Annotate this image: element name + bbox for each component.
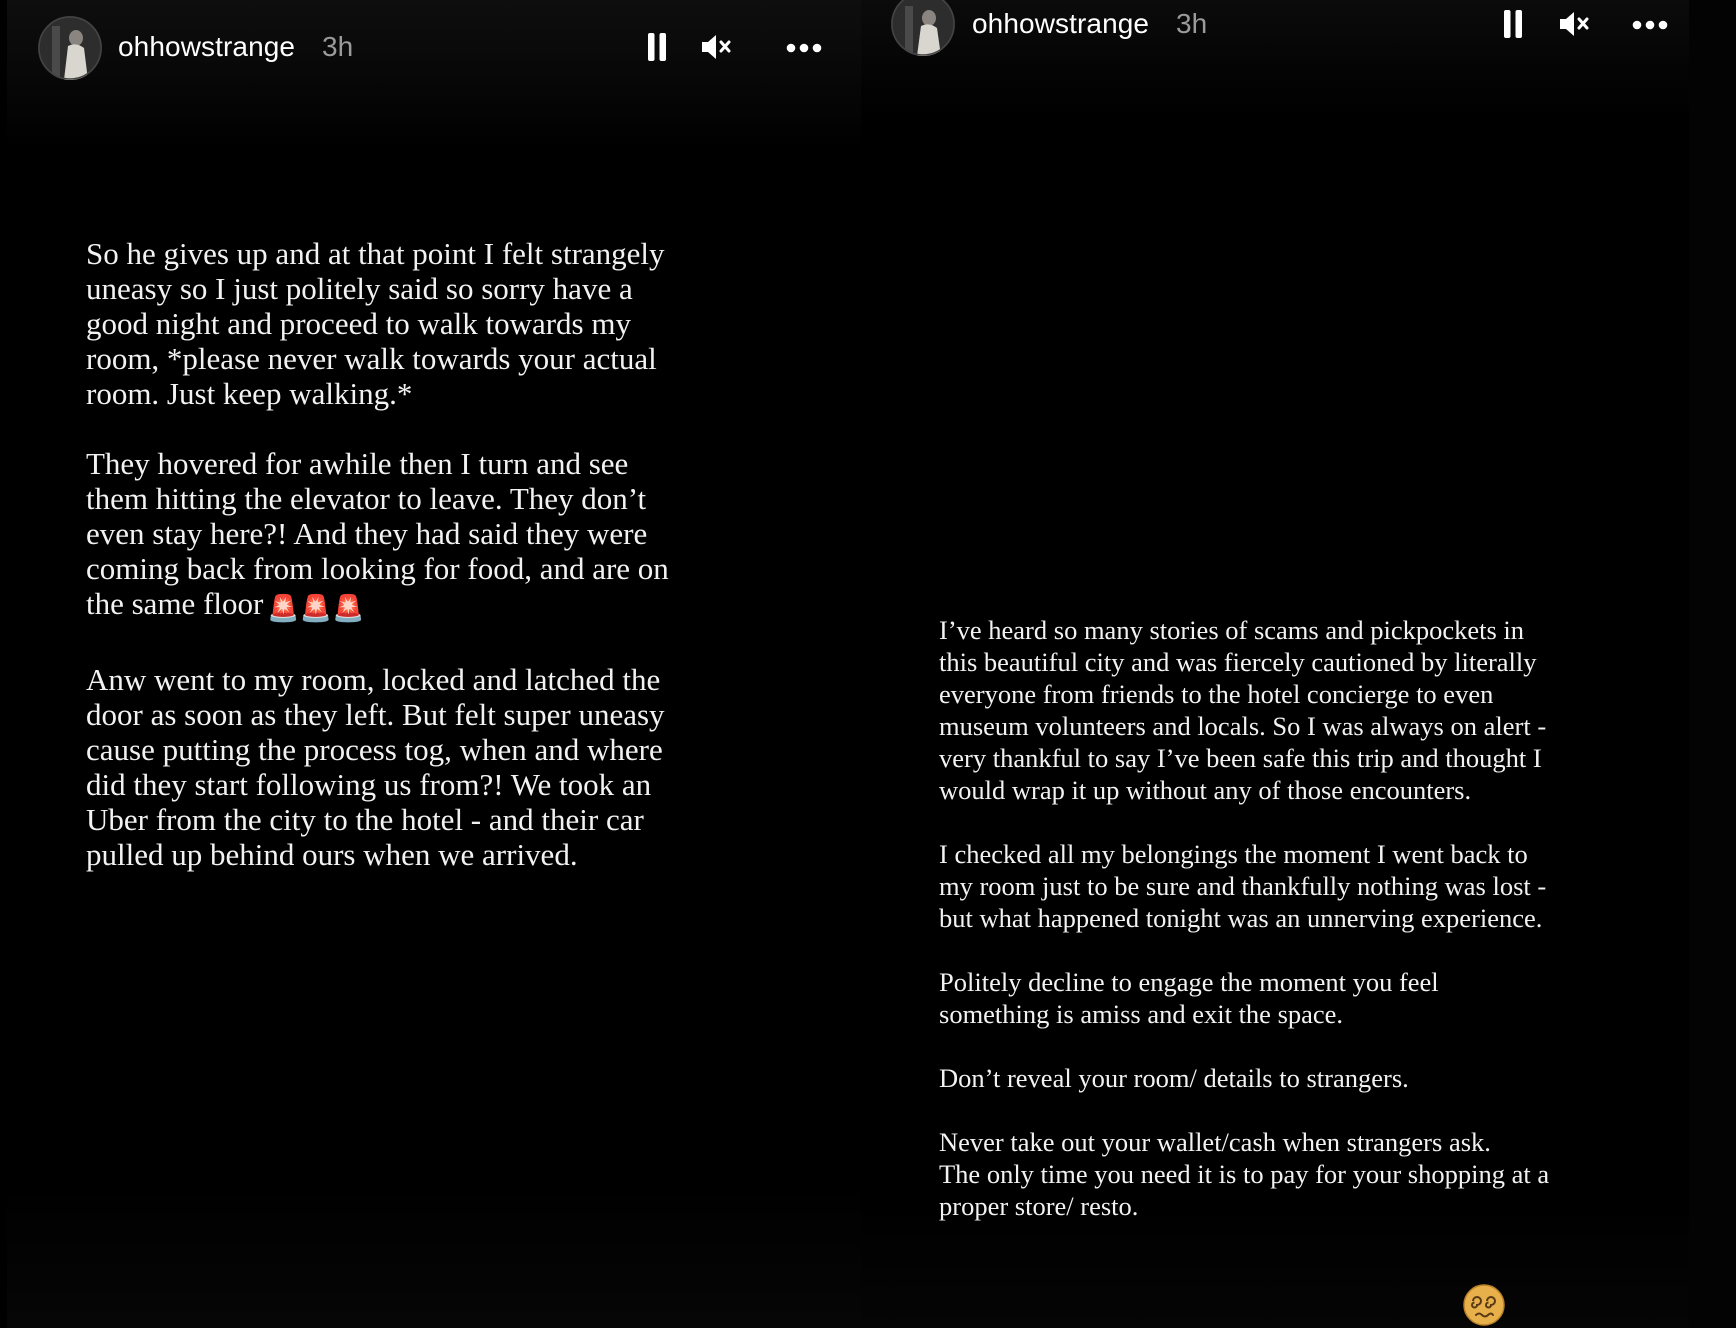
more-options-icon	[783, 27, 825, 67]
story-paragraph: Don’t reveal your room/ details to strangers.	[939, 1063, 1409, 1093]
avatar[interactable]	[38, 16, 102, 80]
story-paragraph	[86, 446, 786, 627]
story-header	[861, 0, 1689, 100]
pause-button[interactable]	[1493, 4, 1533, 44]
mute-button[interactable]	[1554, 4, 1594, 44]
more-options-button[interactable]	[1629, 4, 1671, 44]
story-paragraph: I’ve heard so many stories of scams and pickpockets in this beautiful city and was fiercely cautioned by literally everyone from friends to the hotel concierge to even museum volunteers and locals. So I was always on alert - very thankful to say I’ve been safe this trip and thought I would wrap it up without any of those encounters.	[939, 615, 1547, 805]
avatar-image	[38, 16, 102, 80]
mute-button[interactable]	[696, 27, 736, 67]
avatar[interactable]	[891, 0, 955, 56]
post-time: 3h	[322, 31, 354, 62]
username[interactable]: ohhowstrange	[972, 8, 1150, 39]
pause-button[interactable]	[637, 27, 677, 67]
story-paragraph: Politely decline to engage the moment you feel something is amiss and exit the space.	[939, 967, 1439, 1029]
avatar-image	[891, 0, 955, 56]
background-edge	[1689, 0, 1736, 1328]
story-header	[7, 0, 861, 100]
username[interactable]: ohhowstrange	[118, 31, 296, 62]
dizzy-face-emoji-icon	[1463, 1284, 1505, 1326]
pause-icon	[637, 27, 677, 67]
story-panel-left[interactable]	[7, 0, 861, 1328]
post-time: 3h	[1176, 8, 1208, 39]
story-paragraph-text: They hovered for awhile then I turn and see them hitting the elevator to leave. They don’t even stay here?! And they had said they were coming back from looking for food, and are on the same floor	[86, 446, 669, 621]
pause-icon	[1493, 4, 1533, 44]
more-options-button[interactable]	[783, 27, 825, 67]
story-text	[939, 614, 1639, 1254]
siren-emoji-icon: 🚨🚨🚨	[267, 594, 365, 624]
story-paragraph: Never take out your wallet/cash when strangers ask. The only time you need it is to pay for your shopping at a proper store/ resto.	[939, 1127, 1550, 1221]
story-paragraph: I checked all my belongings the moment I went back to my room just to be sure and thankfully nothing was lost - but what happened tonight was an unnerving experience.	[939, 839, 1547, 933]
more-options-icon	[1629, 4, 1671, 44]
story-paragraph: So he gives up and at that point I felt strangely uneasy so I just politely said so sorry have a good night and proceed to walk towards my room, *please never walk towards your actual room. Just keep walking.*	[86, 236, 665, 411]
muted-speaker-icon	[1554, 4, 1594, 44]
story-paragraph: Anw went to my room, locked and latched the door as soon as they left. But felt super uneasy cause putting the process tog, when and where did they start following us from?! We took an Uber from the city to the hotel - and their car pulled up behind ours when we arrived.	[86, 662, 665, 872]
muted-speaker-icon	[696, 27, 736, 67]
story-panel-right[interactable]	[861, 0, 1689, 1328]
story-text	[86, 236, 786, 907]
